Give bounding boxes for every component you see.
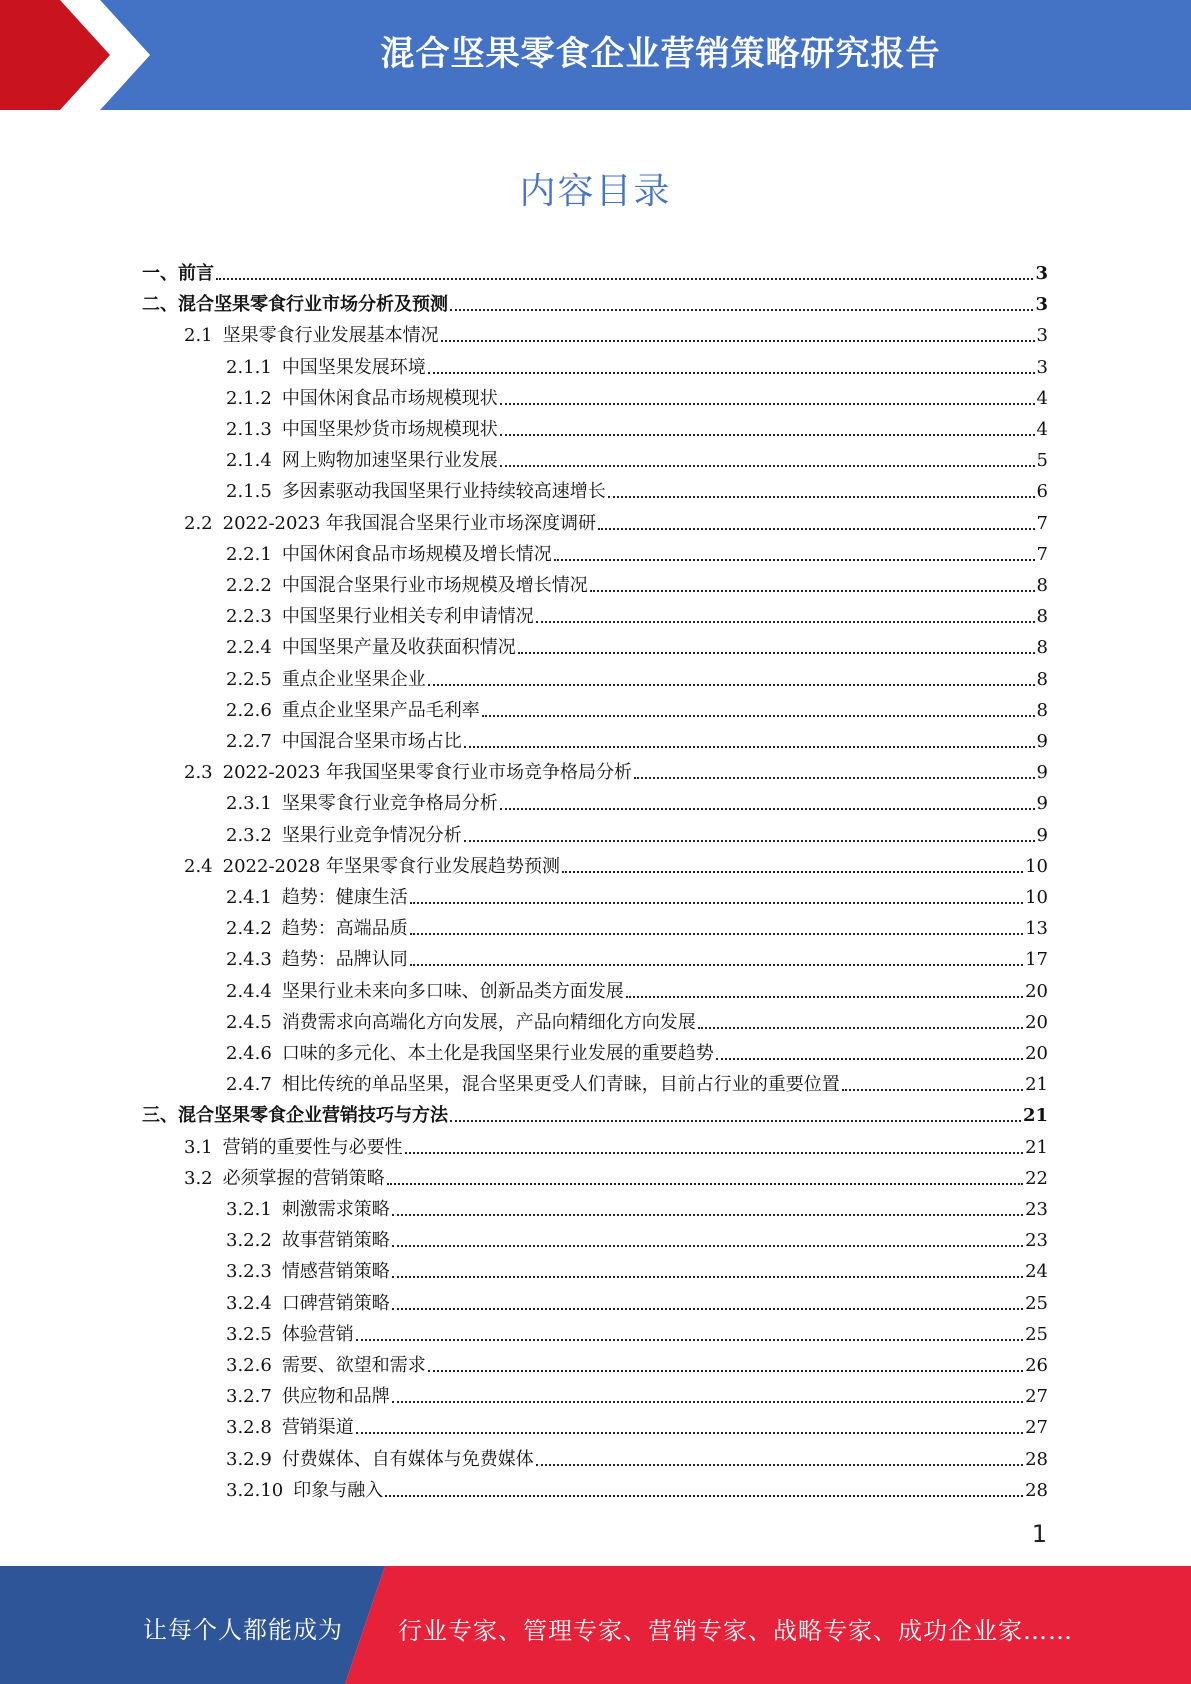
toc-dot-leader — [356, 1432, 1023, 1434]
toc-entry-number: 3.2.10 — [226, 1479, 284, 1501]
toc-entry[interactable] — [226, 1315, 1048, 1346]
toc-entry-text: 坚果零食行业竞争格局分析 — [281, 793, 498, 815]
toc-entry-page: 8 — [1036, 606, 1048, 628]
toc-entry-text: 前言 — [178, 263, 214, 284]
toc-entry-label — [226, 1261, 390, 1283]
toc-entry-page: 5 — [1036, 450, 1048, 472]
toc-entry-number: 一、 — [142, 263, 178, 284]
toc-entry-label — [226, 606, 534, 628]
toc-entry-page: 4 — [1036, 387, 1048, 409]
toc-entry-text: 趋势：健康生活 — [281, 887, 408, 908]
toc-entry-text: 中国坚果炒货市场规模现状 — [281, 419, 498, 440]
toc-entry-page: 8 — [1036, 699, 1048, 721]
toc-entry-page: 20 — [1025, 1011, 1048, 1033]
toc-entry[interactable] — [184, 1128, 1048, 1159]
toc-entry-number: 2.4.5 — [226, 1011, 272, 1033]
toc-entry-text: 相比传统的单品坚果，混合坚果更受人们青睐，目前占行业的重要位置 — [281, 1074, 840, 1096]
toc-entry[interactable] — [226, 441, 1048, 472]
toc-entry-number: 2.3.2 — [226, 824, 272, 846]
toc-entry-page: 8 — [1036, 575, 1048, 596]
toc-entry-text: 中国休闲食品市场规模及增长情况 — [281, 543, 552, 565]
toc-dot-leader — [536, 1464, 1023, 1466]
toc-entry[interactable] — [226, 379, 1048, 410]
toc-entry[interactable] — [226, 816, 1048, 847]
toc-dot-leader — [410, 902, 1023, 904]
toc-entry-number: 3.2.9 — [226, 1448, 272, 1470]
toc-entry[interactable] — [226, 878, 1048, 909]
toc-entry-label — [226, 1355, 426, 1377]
toc-dot-leader — [500, 808, 1035, 810]
toc-entry-text: 营销渠道 — [281, 1417, 354, 1439]
toc-dot-leader — [598, 528, 1034, 530]
toc-entry[interactable] — [226, 1065, 1048, 1096]
toc-entry-text: 趋势：品牌认同 — [281, 949, 408, 971]
toc-entry-text: 中国休闲食品市场规模现状 — [281, 387, 498, 409]
toc-entry-label — [226, 669, 426, 691]
toc-entry-number: 三、 — [142, 1105, 178, 1127]
toc-entry-label — [184, 1137, 403, 1159]
toc-entry-label — [184, 762, 632, 784]
toc-entry-number: 3.2.1 — [226, 1199, 272, 1220]
toc-entry-number: 2.2.7 — [226, 731, 272, 752]
toc-entry-text: 需要、欲望和需求 — [281, 1355, 426, 1376]
toc-entry-text: 情感营销策略 — [281, 1261, 390, 1283]
toc-dot-leader — [608, 496, 1035, 498]
toc-dot-leader — [428, 372, 1035, 374]
toc-entry-text: 重点企业坚果产品毛利率 — [281, 699, 480, 721]
toc-entry-number: 2.4.4 — [226, 980, 272, 1002]
toc-entry-number: 2.2.4 — [226, 637, 272, 659]
footer-band — [0, 1566, 1191, 1684]
toc-entry-number: 3.2.4 — [226, 1292, 272, 1314]
toc-entry-page: 9 — [1036, 793, 1048, 815]
toc-entry-number: 3.2.2 — [226, 1230, 272, 1252]
toc-entry-page: 27 — [1025, 1417, 1048, 1439]
toc-entry-label — [142, 1105, 448, 1127]
toc-entry[interactable] — [226, 1408, 1048, 1439]
toc-dot-leader — [387, 1183, 1023, 1185]
toc-dot-leader — [410, 964, 1023, 966]
toc-entry[interactable] — [226, 940, 1048, 971]
toc-entry-page: 25 — [1025, 1323, 1048, 1345]
toc-entry[interactable] — [226, 597, 1048, 628]
toc-entry-page: 3 — [1036, 356, 1048, 378]
toc-entry-number: 2.2.3 — [226, 606, 272, 628]
toc-entry[interactable] — [226, 535, 1048, 566]
toc-entry-label — [226, 700, 480, 722]
toc-entry-page: 3 — [1035, 294, 1048, 316]
toc-entry-text: 供应物和品牌 — [281, 1386, 390, 1408]
toc-entry-label — [226, 1012, 696, 1034]
toc-dot-leader — [518, 652, 1035, 654]
toc-entry[interactable] — [142, 254, 1048, 285]
toc-entry-label — [142, 294, 448, 316]
toc-dot-leader — [410, 933, 1023, 935]
toc-entry[interactable] — [226, 1034, 1048, 1065]
toc-entry-number: 2.2.2 — [226, 575, 272, 596]
toc-entry-text: 中国混合坚果市场占比 — [281, 731, 462, 752]
toc-entry-page: 22 — [1025, 1167, 1048, 1189]
toc-entry-label — [142, 263, 214, 285]
toc-entry-page: 9 — [1036, 762, 1048, 784]
toc-entry[interactable] — [226, 1252, 1048, 1283]
toc-entry-number: 3.1 — [184, 1136, 213, 1158]
toc-entry-label — [226, 1417, 354, 1439]
header-band — [0, 0, 1191, 110]
toc-entry[interactable] — [142, 1096, 1048, 1127]
toc-entry-number: 2.3.1 — [226, 793, 272, 815]
toc-entry-number: 2.1.1 — [226, 356, 272, 378]
toc-dot-leader — [441, 340, 1035, 342]
toc-entry[interactable] — [184, 504, 1048, 535]
toc-entry-text: 体验营销 — [281, 1323, 354, 1345]
toc-dot-leader — [392, 1308, 1023, 1310]
toc-entry-page: 21 — [1025, 1074, 1048, 1096]
toc-dot-leader — [392, 1214, 1023, 1216]
toc-entry-label — [184, 325, 439, 347]
toc-entry-number: 2.4.7 — [226, 1074, 272, 1096]
toc-entry-text: 印象与融入 — [293, 1479, 384, 1501]
toc-entry-number: 2.4.6 — [226, 1043, 272, 1064]
toc-entry-page: 23 — [1025, 1199, 1048, 1220]
toc-entry-text: 坚果行业竞争情况分析 — [281, 824, 462, 846]
toc-entry-label — [184, 513, 596, 535]
toc-entry-label — [226, 450, 498, 472]
toc-dot-leader — [500, 434, 1035, 436]
toc-entry-label — [226, 637, 516, 659]
toc-dot-leader — [464, 746, 1035, 748]
toc-entry-number: 3.2.5 — [226, 1323, 272, 1345]
toc-entry-number: 2.4.1 — [226, 887, 272, 908]
toc-entry-page: 23 — [1025, 1230, 1048, 1252]
toc-dot-leader — [536, 621, 1035, 623]
toc-entry-number: 2.4 — [184, 855, 213, 877]
toc-entry[interactable] — [226, 628, 1048, 659]
toc-entry-page: 4 — [1036, 419, 1048, 440]
toc-entry-label — [226, 793, 498, 815]
report-title: 混合坚果零食企业营销策略研究报告 — [380, 34, 941, 74]
toc-entry-text: 坚果零食行业发展基本情况 — [222, 325, 439, 347]
toc-entry-text: 故事营销策略 — [281, 1230, 390, 1252]
toc-dot-leader — [464, 840, 1035, 842]
toc-entry[interactable] — [226, 691, 1048, 722]
toc-dot-leader — [590, 590, 1035, 592]
toc-entry[interactable] — [226, 410, 1048, 441]
toc-entry-text: 营销的重要性与必要性 — [222, 1136, 403, 1158]
toc-entry[interactable] — [226, 566, 1048, 597]
toc-dot-leader — [392, 1245, 1023, 1247]
toc-entry-text: 2022-2023 年我国坚果零食行业市场竞争格局分析 — [222, 762, 633, 784]
toc-entry-text: 中国坚果行业相关专利申请情况 — [281, 606, 534, 628]
toc-entry[interactable] — [226, 1190, 1048, 1221]
toc-entry-text: 消费需求向高端化方向发展，产品向精细化方向发展 — [281, 1011, 696, 1033]
toc-entry-number: 2.1 — [184, 325, 213, 347]
toc-entry-label — [226, 1230, 390, 1252]
toc-entry-text: 中国坚果产量及收获面积情况 — [281, 637, 516, 659]
toc-entry-page: 8 — [1036, 637, 1048, 659]
toc-entry-label — [226, 1293, 390, 1315]
toc-entry-text: 付费媒体、自有媒体与免费媒体 — [281, 1448, 534, 1470]
toc-dot-leader — [500, 465, 1035, 467]
toc-entry-text: 中国混合坚果行业市场规模及增长情况 — [281, 575, 588, 596]
toc-dot-leader — [428, 684, 1035, 686]
toc-entry-page: 9 — [1036, 824, 1048, 846]
toc-entry-label — [226, 357, 426, 379]
toc-entry-page: 28 — [1025, 1448, 1048, 1470]
toc-entry-label — [226, 1449, 534, 1471]
toc-entry[interactable] — [226, 1471, 1048, 1502]
toc-entry-label — [226, 388, 498, 410]
toc-entry[interactable] — [226, 784, 1048, 815]
toc-entry-label — [226, 481, 606, 503]
toc-entry[interactable] — [184, 316, 1048, 347]
toc-dot-leader — [562, 871, 1023, 873]
toc-dot-leader — [716, 1058, 1023, 1060]
toc-entry-text: 混合坚果零食行业市场分析及预测 — [178, 294, 448, 316]
toc-entry-label — [226, 419, 498, 441]
toc-entry-label — [226, 1199, 390, 1221]
toc-title: 内容目录 — [519, 171, 672, 212]
toc-entry-page: 7 — [1036, 512, 1048, 534]
footer-slogan-left: 让每个人都能成为 — [143, 1616, 343, 1644]
toc-entry-page: 9 — [1036, 731, 1048, 752]
toc-entry[interactable] — [184, 847, 1048, 878]
toc-entry-number: 3.2.3 — [226, 1261, 272, 1283]
toc-entry-label — [226, 1074, 840, 1096]
toc-entry[interactable] — [226, 348, 1048, 379]
toc-entry-page: 20 — [1025, 1043, 1048, 1064]
footer-slogan-right: 行业专家、管理专家、营销专家、战略专家、成功企业家…… — [398, 1617, 1073, 1645]
toc-entry[interactable] — [226, 472, 1048, 503]
toc-entry-number: 2.1.5 — [226, 481, 272, 503]
toc-dot-leader — [626, 996, 1023, 998]
toc-entry[interactable] — [226, 909, 1048, 940]
toc-entry-page: 6 — [1036, 481, 1048, 503]
page-number: 1 — [1031, 1520, 1047, 1548]
toc-entry-label — [226, 825, 462, 847]
toc-entry-page: 10 — [1025, 855, 1048, 877]
toc-dot-leader — [554, 559, 1035, 561]
toc-entry-text: 刺激需求策略 — [281, 1199, 390, 1220]
toc-entry-page: 24 — [1025, 1261, 1048, 1283]
toc-dot-leader — [405, 1152, 1023, 1154]
toc-entry-number: 2.1.2 — [226, 387, 272, 409]
toc-entry-number: 2.2.6 — [226, 699, 272, 721]
toc-entry-page: 10 — [1025, 887, 1048, 908]
toc-dot-leader — [428, 1370, 1023, 1372]
toc-entry-text: 口味的多元化、本土化是我国坚果行业发展的重要趋势 — [281, 1043, 714, 1064]
toc-entry-page: 3 — [1036, 325, 1048, 347]
toc-entry[interactable] — [184, 1159, 1048, 1190]
toc-entry-label — [226, 887, 408, 909]
toc-entry[interactable] — [226, 1284, 1048, 1315]
toc-dot-leader — [842, 1089, 1023, 1091]
toc-entry-text: 混合坚果零食企业营销技巧与方法 — [178, 1105, 448, 1127]
toc-entry-label — [184, 856, 560, 878]
toc-dot-leader — [482, 715, 1035, 717]
toc-entry-page: 20 — [1025, 980, 1048, 1002]
toc-dot-leader — [392, 1401, 1023, 1403]
toc-entry-text: 必须掌握的营销策略 — [222, 1167, 385, 1189]
toc-entry-number: 3.2.8 — [226, 1417, 272, 1439]
toc-entry-text: 中国坚果发展环境 — [281, 356, 426, 378]
toc-entry-label — [226, 1386, 390, 1408]
toc-entry-page: 3 — [1035, 263, 1048, 284]
toc-entry-page: 8 — [1036, 668, 1048, 690]
toc-entry-label — [226, 981, 624, 1003]
toc-dot-leader — [450, 309, 1033, 311]
toc-entry-number: 2.4.2 — [226, 918, 272, 940]
toc-entry-number: 2.1.3 — [226, 419, 272, 440]
toc-entry-text: 重点企业坚果企业 — [281, 668, 426, 690]
toc-entry-page: 7 — [1036, 543, 1048, 565]
toc-entry-text: 2022-2023 年我国混合坚果行业市场深度调研 — [222, 512, 597, 534]
toc-entry-page: 13 — [1025, 918, 1048, 940]
toc-entry[interactable] — [226, 1346, 1048, 1377]
toc-entry[interactable] — [226, 1440, 1048, 1471]
toc-entry[interactable] — [142, 285, 1048, 316]
toc-entry-label — [226, 544, 552, 566]
toc-entry-text: 坚果行业未来向多口味、创新品类方面发展 — [281, 980, 624, 1002]
toc-entry-page: 17 — [1025, 949, 1048, 971]
toc-entry[interactable] — [226, 1003, 1048, 1034]
toc-entry-page: 26 — [1025, 1355, 1048, 1376]
toc-dot-leader — [216, 278, 1033, 280]
toc-entry-number: 3.2.6 — [226, 1355, 272, 1376]
toc-entry-number: 2.2.5 — [226, 668, 272, 690]
toc-entry-label — [226, 918, 408, 940]
toc-entry-number: 3.2.7 — [226, 1386, 272, 1408]
toc-dot-leader — [698, 1027, 1023, 1029]
toc-entry-text: 多因素驱动我国坚果行业持续较高速增长 — [281, 481, 606, 503]
toc-entry-label — [226, 1324, 354, 1346]
toc-entry[interactable] — [226, 722, 1048, 753]
toc-entry-number: 2.2.1 — [226, 543, 272, 565]
toc-entry[interactable] — [226, 972, 1048, 1003]
toc-dot-leader — [356, 1339, 1023, 1341]
toc-entry-label — [184, 1168, 385, 1190]
toc-dot-leader — [392, 1276, 1023, 1278]
toc-entry-text: 2022-2028 年坚果零食行业发展趋势预测 — [222, 855, 561, 877]
toc-dot-leader — [634, 777, 1034, 779]
toc-entry-label — [226, 1480, 383, 1502]
toc-entry-number: 2.2 — [184, 512, 213, 534]
toc-dot-leader — [385, 1495, 1023, 1497]
toc-entry-label — [226, 1043, 714, 1065]
toc-entry-page: 21 — [1022, 1105, 1048, 1127]
toc-entry-number: 2.3 — [184, 762, 213, 784]
toc-entry-page: 25 — [1025, 1292, 1048, 1314]
toc-entry[interactable] — [226, 1221, 1048, 1252]
toc-entry-label — [226, 949, 408, 971]
toc-entry-page: 21 — [1025, 1136, 1048, 1158]
toc-entry-text: 网上购物加速坚果行业发展 — [281, 450, 498, 472]
toc-entry-number: 二、 — [142, 294, 178, 316]
toc-dot-leader — [500, 403, 1035, 405]
toc-entry[interactable] — [184, 753, 1048, 784]
toc-entry-page: 28 — [1025, 1479, 1048, 1501]
toc-entry-number: 2.1.4 — [226, 450, 272, 472]
toc-entry-text: 趋势：高端品质 — [281, 918, 408, 940]
toc-entry[interactable] — [226, 1377, 1048, 1408]
toc-entry[interactable] — [226, 660, 1048, 691]
toc-entry-number: 2.4.3 — [226, 949, 272, 971]
toc-entry-page: 27 — [1025, 1386, 1048, 1408]
toc-entry-label — [226, 731, 462, 753]
toc-entry-number: 3.2 — [184, 1167, 213, 1189]
toc-entry-label — [226, 575, 588, 597]
toc-dot-leader — [450, 1120, 1021, 1122]
toc-entry-text: 口碑营销策略 — [281, 1292, 390, 1314]
